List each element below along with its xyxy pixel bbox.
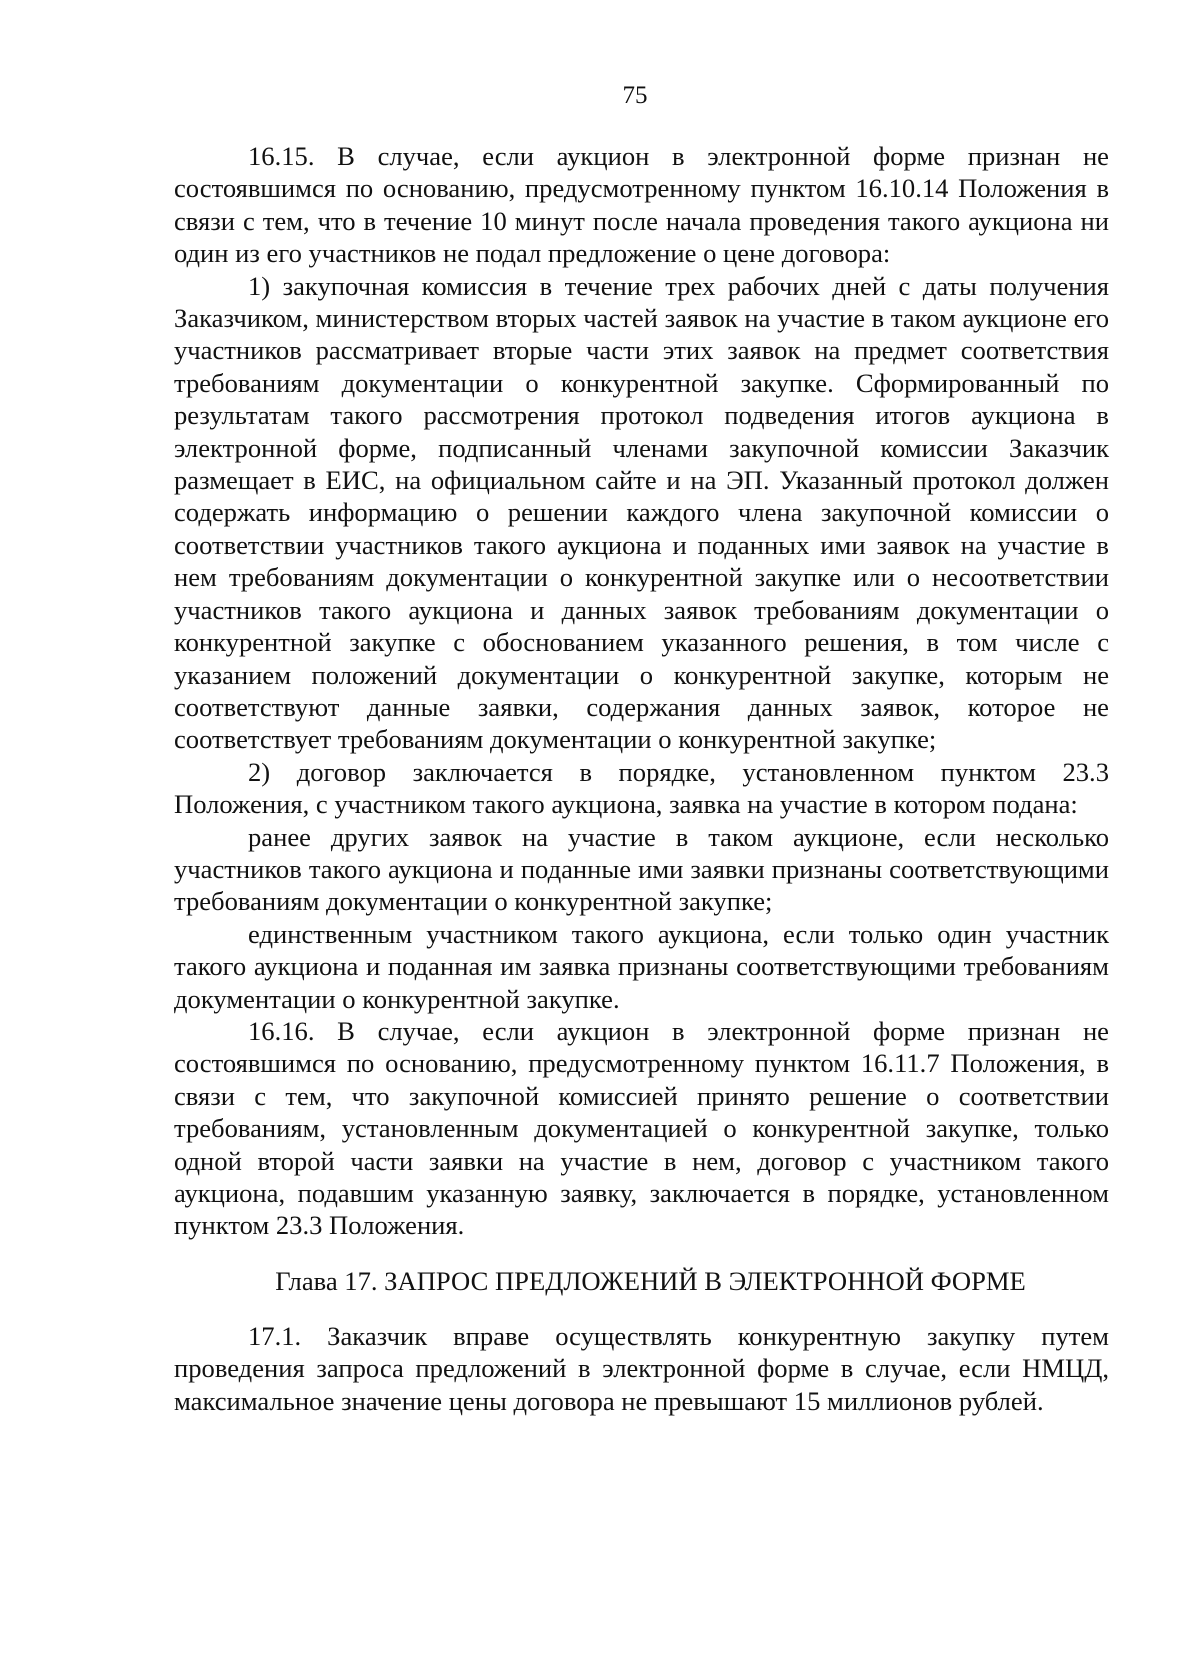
paragraph-16-15-item-2-case-a: ранее других заявок на участие в таком аукционе, если несколько участников такого аукциона и поданные ими заявки признаны соответствующими требованиям документации о конкурентной закупке; [174,821,1109,917]
paragraph-16-15: 16.15. В случае, если аукцион в электронной форме признан не состоявшимся по основанию, предусмотренному пунктом 16.10.14 Положения в связи с тем, что в течение 10 минут после начала проведения такого аукциона ни один из его участников не подал предложение о цене договора: [174,141,1109,269]
chapter-heading: Глава 17. ЗАПРОС ПРЕДЛОЖЕНИЙ В ЭЛЕКТРОННОЙ ФОРМЕ [275,1265,1026,1296]
paragraph-16-16: 16.16. В случае, если аукцион в электронной форме признан не состоявшимся по основанию, предусмотренному пунктом 16.11.7 Положения, в связи с тем, что закупочной комиссией принято решение о соответствии требованиям, установленным документацией о конкурентной закупке, только одной второй части заявки на участие в нем, договор с участником такого аукциона, подавшим указанную заявку, заключается в порядке, установленном пунктом 23.3 Положения. [174,1015,1109,1241]
document-body [174,140,1109,1417]
paragraph-17-1: 17.1. Заказчик вправе осуществлять конкурентную закупку путем проведения запроса предложений в электронной форме в случае, если НМЦД, максимальное значение цены договора не превышают 15 миллионов рублей. [174,1320,1109,1416]
paragraph-16-15-item-2: 2) договор заключается в порядке, установленном пунктом 23.3 Положения, с участником такого аукциона, заявка на участие в котором подана: [174,756,1109,820]
page-number: 75 [622,82,648,109]
paragraph-16-15-item-2-case-b: единственным участником такого аукциона, если только один участник такого аукциона и поданная им заявка признаны соответствующими требованиям документации о конкурентной закупке. [174,918,1109,1014]
paragraph-16-15-item-1: 1) закупочная комиссия в течение трех рабочих дней с даты получения Заказчиком, министерством вторых частей заявок на участие в таком аукционе его участников рассматривает вторые части этих заявок на предмет соответствия требованиям документации о конкурентной закупке. Сформированный по результатам такого рассмотрения протокол подведения итогов аукциона в электронной форме, подписанный членами закупочной комиссии Заказчик размещает в ЕИС, на официальном сайте и на ЭП. Указанный протокол должен содержать информацию о решении каждого члена закупочной комиссии о соответствии участников такого аукциона и поданных ими заявок на участие в нем требованиям документации о конкурентной закупке или о несоответствии участников такого аукциона и данных заявок требованиям документации о конкурентной закупке с обоснованием указанного решения, в том числе с указанием положений документации о конкурентной закупке, которым не соответствуют данные заявки, содержания данных заявок, которое не соответствует требованиям документации о конкурентной закупке; [174,270,1109,755]
